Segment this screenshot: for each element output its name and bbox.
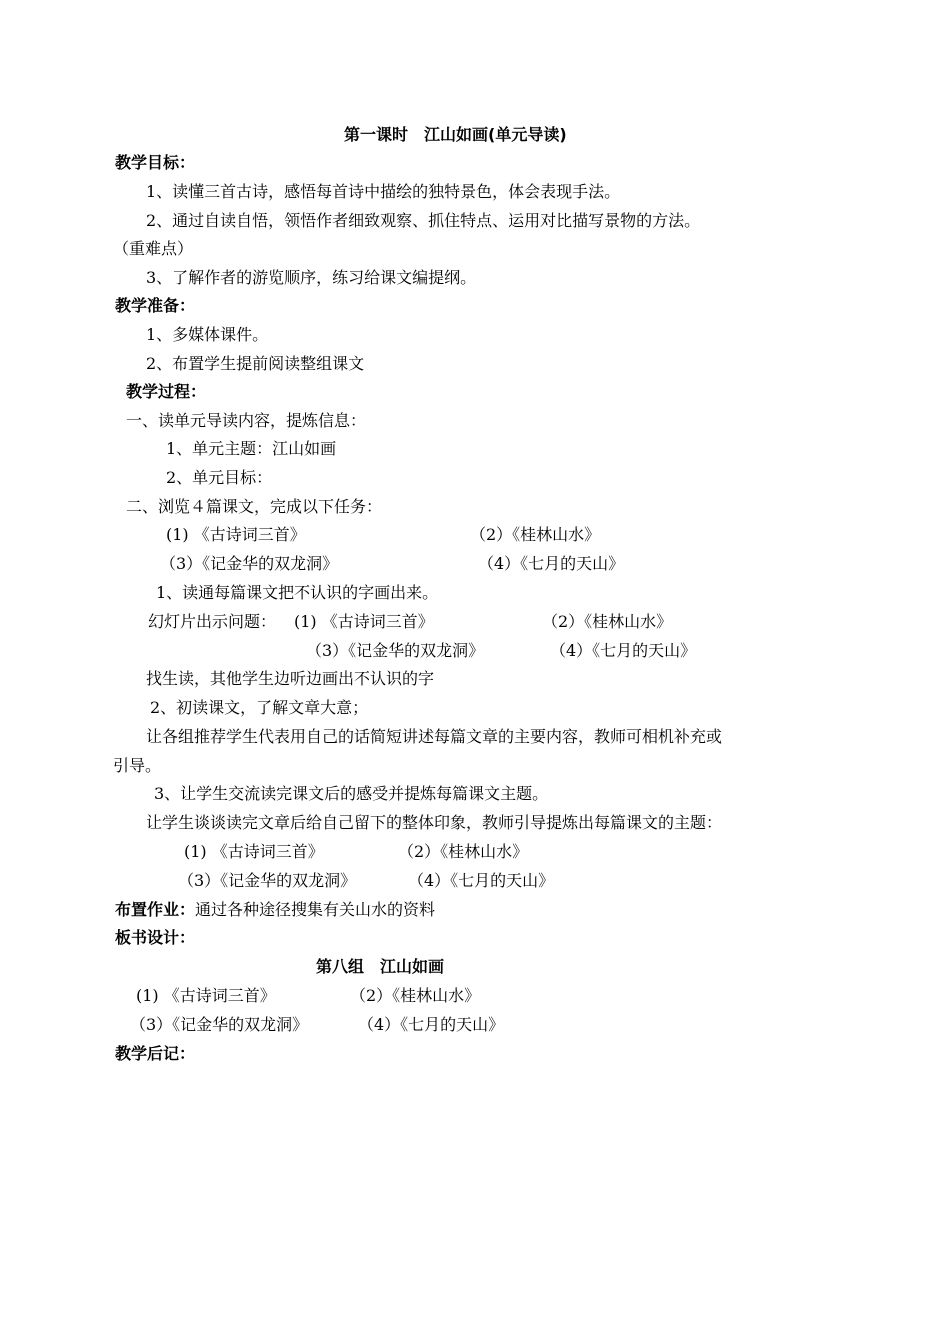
board-item-3: （3）《记金华的双龙洞》: [130, 1015, 309, 1034]
homework-line: [115, 901, 435, 919]
process-part-1-item-1: 1、单元主题：江山如画: [166, 439, 337, 458]
step-1-detail: 找生读，其他学生边听边画出不认识的字: [146, 669, 435, 688]
step-3: 3、让学生交流读完课文后的感受并提炼每篇课文主题。: [154, 784, 549, 803]
theme-item-1: (1) 《古诗词三首》: [184, 842, 324, 861]
goals-heading: 教学目标：: [115, 153, 196, 172]
process-part-1-item-2: 2、单元目标：: [166, 468, 273, 487]
step-2-detail: 让各组推荐学生代表用自己的话简短讲述每篇文章的主要内容，教师可相机补充或: [146, 727, 723, 746]
process-heading: 教学过程：: [126, 382, 207, 401]
process-part-2: 二、浏览４篇课文，完成以下任务：: [126, 497, 383, 516]
process-part-1: 一、读单元导读内容，提炼信息：: [126, 411, 367, 430]
notes-heading: 教学后记：: [115, 1044, 196, 1063]
slide-item-2: （2）《桂林山水》: [542, 612, 673, 631]
board-title: 第八组 江山如画: [316, 957, 445, 976]
prep-heading: 教学准备：: [115, 296, 196, 315]
slide-item-4: （4）《七月的天山》: [550, 641, 697, 660]
board-item-4: （4）《七月的天山》: [358, 1015, 505, 1034]
theme-item-3: （3）《记金华的双龙洞》: [178, 871, 357, 890]
board-item-1: (1) 《古诗词三首》: [136, 986, 276, 1005]
slide-item-3: （3）《记金华的双龙洞》: [306, 641, 485, 660]
text-list-item-1: (1) 《古诗词三首》: [166, 525, 306, 544]
step-2-detail-cont: 引导。: [113, 756, 162, 775]
step-1: 1、读通每篇课文把不认识的字画出来。: [156, 583, 439, 602]
board-item-2: （2）《桂林山水》: [350, 986, 481, 1005]
text-list-item-3: （3）《记金华的双龙洞》: [160, 554, 339, 573]
goal-item-2-note: （重难点）: [113, 239, 194, 258]
prep-item-1: 1、多媒体课件。: [146, 325, 269, 344]
text-list-item-4: （4）《七月的天山》: [478, 554, 625, 573]
slide-label: 幻灯片出示问题：: [148, 612, 277, 631]
page-title: 第一课时 江山如画(单元导读): [344, 125, 567, 144]
step-2: 2、初读课文，了解文章大意；: [150, 698, 369, 717]
homework-text: 通过各种途径搜集有关山水的资料: [195, 900, 436, 919]
step-3-detail: 让学生谈谈读完文章后给自己留下的整体印象，教师引导提炼出每篇课文的主题：: [146, 813, 723, 832]
prep-item-2: 2、布置学生提前阅读整组课文: [146, 354, 365, 373]
board-heading: 板书设计：: [115, 928, 196, 947]
slide-item-1: (1) 《古诗词三首》: [294, 612, 434, 631]
goal-item-1: 1、读懂三首古诗，感悟每首诗中描绘的独特景色，体会表现手法。: [146, 182, 621, 201]
theme-item-2: （2）《桂林山水》: [398, 842, 529, 861]
goal-item-3: 3、了解作者的游览顺序，练习给课文编提纲。: [146, 268, 477, 287]
text-list-item-2: （2）《桂林山水》: [470, 525, 601, 544]
theme-item-4: （4）《七月的天山》: [408, 871, 555, 890]
goal-item-2: 2、通过自读自悟，领悟作者细致观察、抓住特点、运用对比描写景物的方法。: [146, 211, 701, 230]
homework-heading: 布置作业：: [115, 900, 196, 919]
